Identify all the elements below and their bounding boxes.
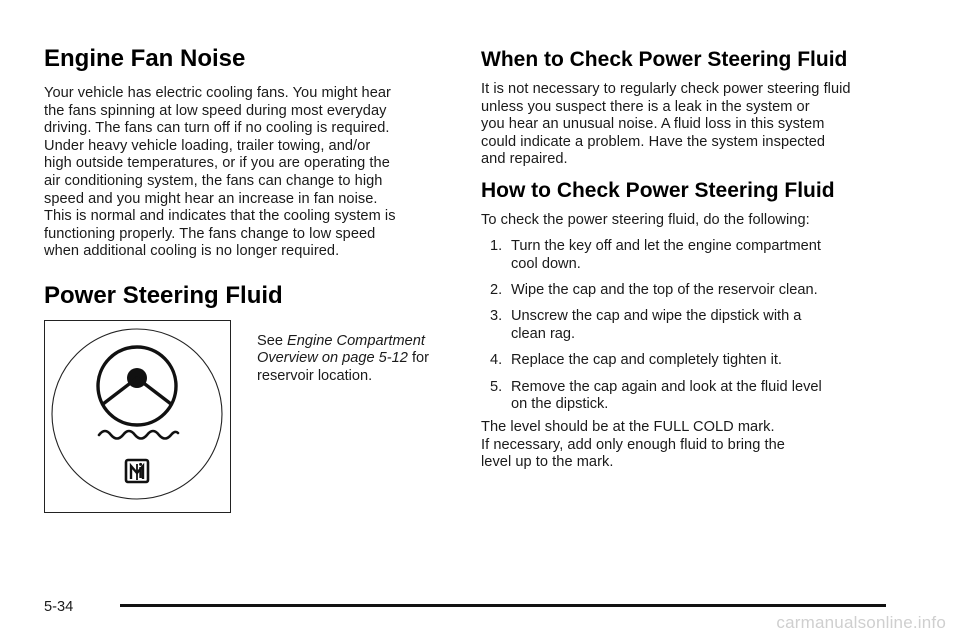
how-to-check-heading: How to Check Power Steering Fluid: [481, 179, 835, 202]
footer-rule: [120, 604, 886, 607]
owner-manual-icon: [126, 460, 148, 482]
power-steering-fluid-figure: [44, 320, 231, 513]
watermark: carmanualsonline.info: [776, 613, 946, 632]
when-to-check-heading: When to Check Power Steering Fluid: [481, 48, 848, 71]
step-number: 5.: [490, 378, 503, 395]
list-item: [481, 379, 921, 414]
see-suffix: for reservoir location.: [257, 350, 429, 384]
step-number: 1.: [490, 238, 503, 254]
step-number: 4.: [490, 352, 503, 369]
engine-compartment-overview-link[interactable]: Engine Compartment Overview on page 5-12: [257, 332, 425, 367]
check-steps-list: [481, 238, 921, 423]
step-number: 2.: [490, 281, 503, 298]
see-prefix: See: [257, 332, 283, 349]
step-text: Turn the key off and let the engine compartment cool down.: [511, 238, 821, 272]
power-steering-fluid-icon: [45, 321, 230, 512]
list-item: [481, 282, 921, 300]
engine-fan-noise-body: Your vehicle has electric cooling fans. You might hear the fans spinning at low speed during most everyday driving. The fans can turn off if no cooling is required. Under heavy vehicle loading, trailer towing, and/or high outside temperatures, or if you are operating the air conditioning system, the fans can change to high speed and you might hear an increase in fan noise. This is normal and indicates that the cooling system is functioning properly. The fans change to low speed when additional cooling is no longer required.: [44, 85, 396, 260]
when-to-check-body: It is not necessary to regularly check power steering fluid unless you suspect there is a leak in the system or you hear an unusual noise. A fluid loss in this system could indicate a problem. Have the system inspected and repaired.: [481, 81, 851, 168]
step-text: Replace the cap and completely tighten it.: [511, 352, 782, 369]
engine-fan-noise-heading: Engine Fan Noise: [44, 45, 246, 72]
step-text: Wipe the cap and the top of the reservoir clean.: [511, 281, 818, 298]
steering-wheel-icon: [98, 347, 176, 425]
fluid-wave-icon: [99, 431, 178, 439]
list-item: [481, 352, 921, 370]
step-text: Remove the cap again and look at the fluid level on the dipstick.: [511, 378, 822, 413]
fluid-level-note: The level should be at the FULL COLD mark. If necessary, add only enough fluid to bring the level up to the mark.: [481, 419, 785, 471]
step-number: 3.: [490, 308, 503, 325]
reservoir-location-reference: [257, 333, 457, 386]
how-to-check-intro: To check the power steering fluid, do the following:: [481, 212, 810, 228]
step-text: Unscrew the cap and wipe the dipstick with a clean rag.: [511, 308, 802, 342]
list-item: [481, 238, 921, 273]
power-steering-fluid-heading: Power Steering Fluid: [44, 282, 283, 309]
page-number: 5-34: [44, 599, 74, 615]
list-item: [481, 308, 921, 343]
